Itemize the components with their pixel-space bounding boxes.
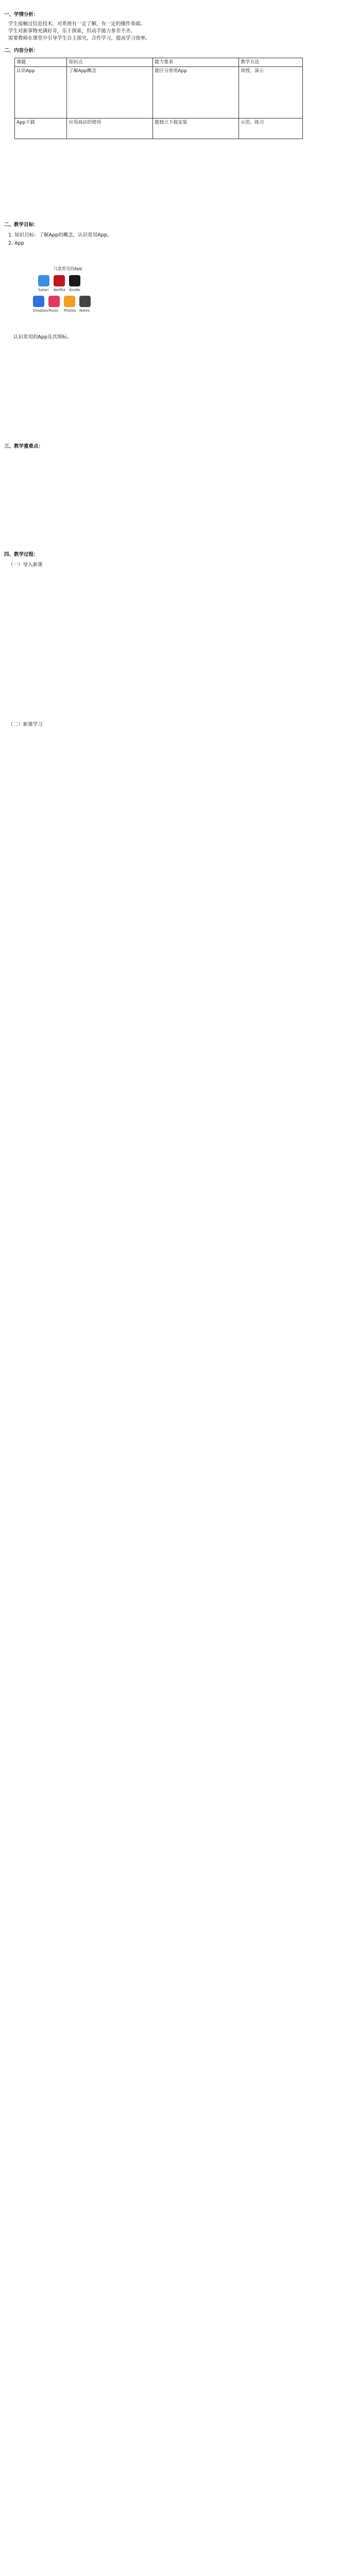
notes-icon [79, 296, 91, 307]
table-header: 能力要求 [153, 58, 239, 67]
figure-caption: 几款常见的App [54, 266, 82, 271]
heading-process: 四、教学过程： [4, 552, 39, 557]
app-label: Notes [79, 309, 90, 313]
dropbox-icon [33, 296, 44, 307]
heading-key-points: 三、教学重难点： [4, 444, 44, 449]
text-line: （一）导入新课 [8, 562, 43, 568]
app-label: Netflix [54, 288, 65, 292]
music-icon [48, 296, 60, 307]
heading-content-analysis: 二、内容分析： [4, 48, 39, 54]
table-cell: 讲授、演示 [239, 67, 303, 118]
text-line: 需要教师在课堂中引导学生自主探究，合作学习，提高学习效率。 [8, 36, 150, 41]
text-line: 认识常用的App及其图标。 [13, 334, 72, 340]
text-line: 2. App [8, 241, 24, 246]
app-label: Dropbox [33, 309, 48, 313]
netflix-icon [54, 275, 65, 286]
text-line: 学生对新事物充满好奇，乐于探索，但动手能力参差不齐。 [8, 28, 136, 34]
table-cell: 能区分常用App [153, 67, 239, 118]
app-label: Photos [64, 309, 76, 313]
text-line: 1. 知识目标：了解App的概念，认识常用App。 [8, 232, 112, 238]
table-cell: App下载 [15, 118, 67, 139]
text-line: 学生接触过信息技术，对系统有一定了解，有一定的操作基础。 [8, 21, 146, 27]
app-label: Music [48, 309, 59, 313]
safari-icon [38, 275, 49, 286]
app-label: Kindle [69, 288, 80, 292]
table-cell: 能独立下载安装 [153, 118, 239, 139]
table-cell: 了解App概念 [67, 67, 153, 118]
content-table [14, 58, 303, 139]
app-icons-figure [33, 266, 146, 327]
app-label: Safari [38, 288, 49, 292]
heading-objectives: 二、教学目标： [4, 222, 39, 228]
table-header: 课题 [15, 58, 67, 67]
table-cell: 示范、练习 [239, 118, 303, 139]
table-cell: 认识App [15, 67, 67, 118]
photos-icon [64, 296, 75, 307]
text-line: （二）新课学习 [8, 722, 43, 727]
heading-learning-analysis: 一、学情分析： [4, 12, 39, 18]
table-header: 教学方法 [239, 58, 303, 67]
table-header: 知识点 [67, 58, 153, 67]
kindle-icon [69, 275, 80, 286]
table-cell: 应用商店的使用 [67, 118, 153, 139]
